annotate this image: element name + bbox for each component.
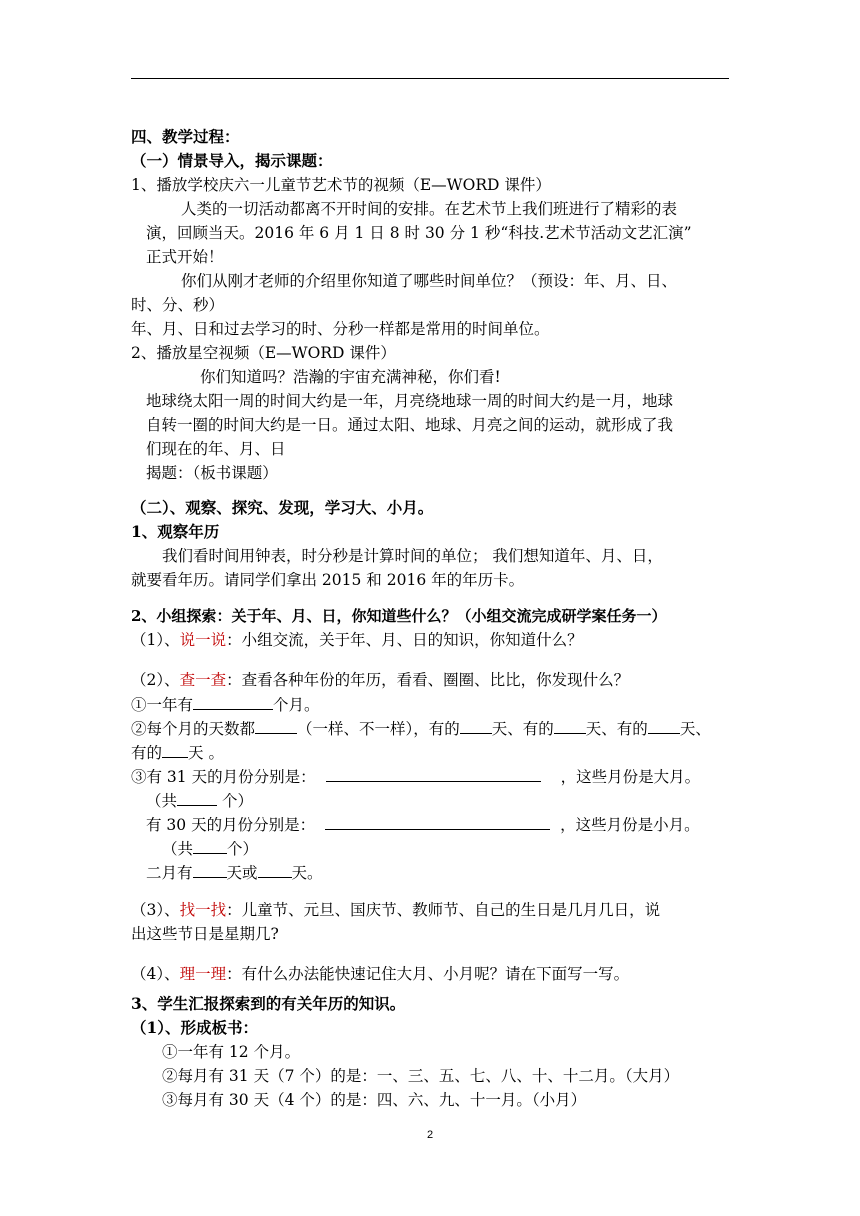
paragraph-line: 揭题：（板书课题） xyxy=(146,464,278,482)
fill-line-4b: （共 个） xyxy=(162,840,259,858)
fill-line-4: 有 30 天的月份分别是： ，这些月份是小月。 xyxy=(146,816,700,834)
paragraph-line: 你们从刚才老师的介绍里你知道了哪些时间单位？（预设：年、月、日、 xyxy=(181,272,678,290)
paragraph-line: 我们看时间用钟表，时分秒是计算时间的单位； 我们想知道年、月、日， xyxy=(162,547,663,565)
blank[interactable] xyxy=(460,718,492,734)
paragraph-line: 正式开始！ xyxy=(146,248,224,266)
part2-title: （二）、观察、探究、发现，学习大、小月。 xyxy=(131,498,434,517)
blank[interactable] xyxy=(326,766,541,782)
item-1: 1、播放学校庆六一儿童节艺术节的视频（E—WORD 课件） xyxy=(131,176,551,194)
paragraph-line: 就要看年历。请同学们拿出 2015 和 2016 年的年历卡。 xyxy=(131,571,525,589)
paragraph-line: 出这些节日是星期几? xyxy=(131,925,279,943)
paragraph-line: 年、月、日和过去学习的时、分秒一样都是常用的时间单位。 xyxy=(131,320,550,338)
board-line: ②每月有 31 天（7 个）的是：一、三、五、七、八、十、十二月。（大月） xyxy=(162,1067,680,1085)
blank[interactable] xyxy=(162,742,188,758)
fill-line-3: ③有 31 天的月份分别是： ，这些月份是大月。 xyxy=(131,768,701,786)
sort-label: 理一理 xyxy=(179,965,227,983)
task-say: （1）、说一说：小组交流，关于年、月、日的知识，你知道什么？ xyxy=(131,631,583,649)
paragraph-line: 地球绕太阳一周的时间大约是一年，月亮绕地球一周的时间大约是一月，地球 xyxy=(146,392,674,410)
check-label: 查一查 xyxy=(179,671,227,689)
task-sort: （4）、理一理：有什么办法能快速记住大月、小月呢？请在下面写一写。 xyxy=(131,965,630,983)
paragraph-line: 演，回顾当天。2016 年 6 月 1 日 8 时 30 分 1 秒“科技.艺术节活动文艺汇演” xyxy=(146,224,692,242)
paragraph-line: 时、分、秒） xyxy=(131,296,225,314)
say-label: 说一说 xyxy=(179,631,227,649)
section-title: 四、教学过程： xyxy=(131,127,240,146)
step-3-title: 3、学生汇报探索到的有关年历的知识。 xyxy=(131,994,406,1013)
board-line: ③每月有 30 天（4 个）的是：四、六、九、十一月。（小月） xyxy=(162,1091,587,1109)
board-line: ①一年有 12 个月。 xyxy=(162,1043,301,1061)
task-find: （3）、找一找：儿童节、元旦、国庆节、教师节、自己的生日是几月几日，说 xyxy=(131,901,661,919)
blank[interactable] xyxy=(648,718,680,734)
blank[interactable] xyxy=(255,718,297,734)
blank[interactable] xyxy=(193,694,273,710)
paragraph-line: 人类的一切活动都离不开时间的安排。在艺术节上我们班进行了精彩的表 xyxy=(181,200,678,218)
subsection-title: （一）情景导入，揭示课题： xyxy=(131,151,333,170)
blank[interactable] xyxy=(554,718,586,734)
fill-line-2b: 有的 天 。 xyxy=(131,744,224,762)
fill-line-2: ②每个月的天数都 （一样、不一样），有的 天、有的 天、有的 天、 xyxy=(131,720,711,738)
step-2-title: 2、小组探索：关于年、月、日，你知道些什么？（小组交流完成研学案任务一） xyxy=(131,607,667,625)
fill-line-5: 二月有 天或 天。 xyxy=(146,864,323,882)
item-2: 2、播放星空视频（E—WORD 课件） xyxy=(131,344,396,362)
blank[interactable] xyxy=(325,814,550,830)
fill-line-3b: （共 个） xyxy=(146,792,253,810)
paragraph-line: 你们知道吗？浩瀚的宇宙充满神秘，你们看! xyxy=(200,368,501,386)
blank[interactable] xyxy=(193,862,227,878)
fill-line-1: ①一年有 个月。 xyxy=(131,696,320,714)
task-check: （2）、查一查：查看各种年份的年历，看看、圈圈、比比，你发现什么？ xyxy=(131,671,630,689)
step-3-sub: （1）、形成板书： xyxy=(131,1018,259,1037)
step-1-title: 1、观察年历 xyxy=(131,522,220,541)
page-number: 2 xyxy=(426,1129,434,1141)
blank[interactable] xyxy=(193,838,227,854)
blank[interactable] xyxy=(177,790,217,806)
find-label: 找一找 xyxy=(179,901,227,919)
blank[interactable] xyxy=(258,862,292,878)
paragraph-line: 自转一圈的时间大约是一日。通过太阳、地球、月亮之间的运动，就形成了我 xyxy=(146,416,674,434)
paragraph-line: 们现在的年、月、日 xyxy=(146,440,286,458)
header-rule xyxy=(131,78,729,79)
